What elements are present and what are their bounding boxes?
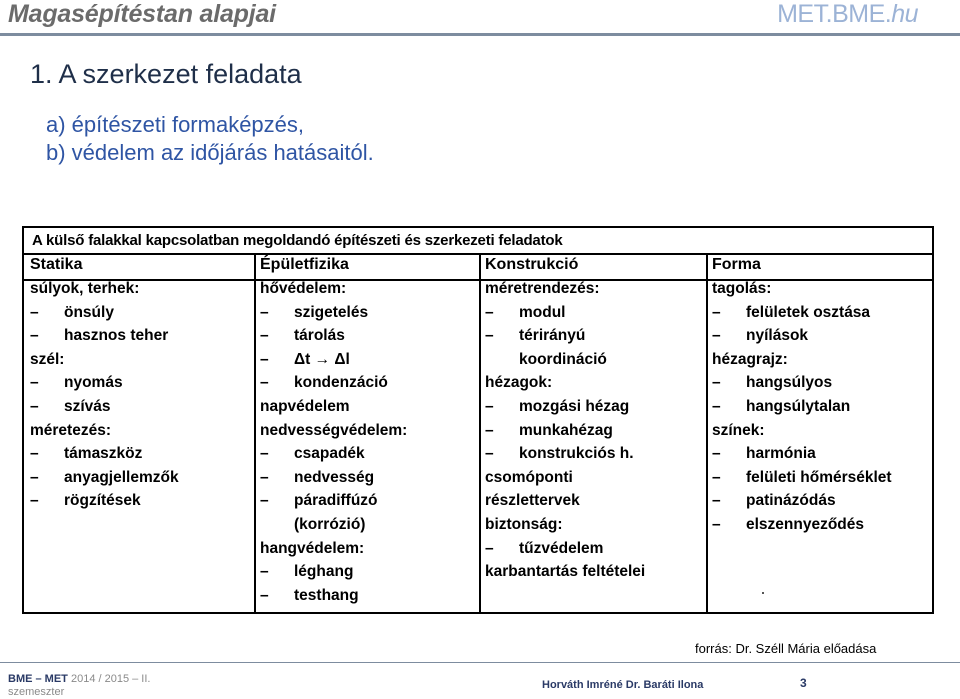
list-item — [256, 537, 478, 561]
list-item — [708, 513, 930, 537]
item-text: hasznos teher — [64, 327, 169, 345]
item-text: szívás — [64, 397, 111, 415]
dash-bullet: – — [712, 468, 721, 486]
list-item — [481, 489, 705, 513]
dash-bullet: – — [485, 327, 494, 345]
column-epuletfizika — [256, 253, 478, 607]
list-item — [26, 324, 252, 348]
item-text: szél: — [30, 350, 65, 368]
course-term: 2014 / 2015 – II. — [70, 673, 151, 685]
item-text: szigetelés — [294, 303, 369, 321]
scan-speck — [762, 592, 764, 594]
dash-bullet: – — [712, 492, 721, 510]
item-text: léghang — [294, 563, 354, 581]
item-text: tűzvédelem — [519, 539, 604, 557]
list-item — [708, 466, 930, 490]
logo-met: MET. — [777, 0, 833, 28]
dash-bullet: – — [30, 303, 39, 321]
course-info — [8, 673, 150, 699]
item-text: hangsúlytalan — [746, 397, 851, 415]
dash-bullet: – — [485, 303, 494, 321]
dash-bullet: – — [30, 492, 39, 510]
list-item — [256, 371, 478, 395]
dash-bullet: – — [260, 445, 269, 463]
list-item — [256, 560, 478, 584]
dash-bullet: – — [260, 563, 269, 581]
item-text: karbantartás feltételei — [485, 563, 646, 581]
item-text: hézagrajz: — [712, 350, 788, 368]
dash-bullet: – — [712, 374, 721, 392]
list-item — [26, 466, 252, 490]
list-item — [256, 348, 478, 372]
list-item — [256, 277, 478, 301]
logo-bme: BME. — [832, 0, 892, 28]
item-text: biztonság: — [485, 515, 563, 533]
logo-hu: hu — [891, 0, 918, 28]
column-head-statika: Statika — [30, 256, 83, 273]
author-name: Horváth Imréné Dr. Baráti Ilona — [542, 679, 704, 691]
item-text: hangvédelem: — [260, 539, 365, 557]
item-text: hangsúlyos — [746, 374, 833, 392]
footer-divider — [0, 662, 960, 663]
list-item — [481, 301, 705, 325]
list-item — [481, 348, 705, 372]
source-credit: forrás: Dr. Széll Mária előadása — [695, 641, 877, 656]
item-text: testhang — [294, 586, 359, 604]
list-item — [708, 371, 930, 395]
dash-bullet: – — [260, 586, 269, 604]
item-text: kondenzáció — [294, 374, 388, 392]
item-text: színek: — [712, 421, 765, 439]
list-item — [256, 466, 478, 490]
item-text: felületi hőmérséklet — [746, 468, 892, 486]
dash-bullet: – — [712, 445, 721, 463]
dash-bullet: – — [712, 397, 721, 415]
item-text: részlettervek — [485, 492, 580, 510]
list-item — [481, 560, 705, 584]
list-item — [481, 513, 705, 537]
list-item — [708, 301, 930, 325]
dash-bullet: – — [485, 445, 494, 463]
item-text: súlyok, terhek: — [30, 280, 140, 297]
dash-bullet: – — [260, 374, 269, 392]
list-item — [256, 301, 478, 325]
met-bme-logo[interactable] — [777, 0, 918, 29]
dash-bullet: – — [30, 445, 39, 463]
dash-bullet: – — [485, 397, 494, 415]
item-text: páradiffúzó — [294, 492, 378, 510]
list-item — [26, 489, 252, 513]
item-text: tagolás: — [712, 280, 772, 297]
subpoint-a: a) építészeti formaképzés, — [46, 112, 305, 137]
list-item — [26, 395, 252, 419]
item-text: modul — [519, 303, 566, 321]
item-text: támaszköz — [64, 445, 143, 463]
list-item — [26, 301, 252, 325]
item-text: elszennyeződés — [746, 515, 865, 533]
item-text: koordináció — [519, 350, 607, 368]
item-text: munkahézag — [519, 421, 613, 439]
scanned-table — [22, 226, 934, 614]
column-head-konstrukcio: Konstrukció — [485, 256, 579, 273]
item-text: nedvesség — [294, 468, 375, 486]
list-item — [256, 513, 478, 537]
course-name: BME – MET — [8, 673, 68, 685]
dash-bullet: – — [485, 539, 494, 557]
item-text: patinázódás — [746, 492, 836, 510]
list-item — [708, 277, 930, 301]
dash-bullet: – — [260, 350, 269, 368]
list-item — [481, 442, 705, 466]
item-text: méretezés: — [30, 421, 111, 439]
column-forma — [708, 253, 930, 537]
item-text: térirányú — [519, 327, 586, 345]
list-item — [481, 324, 705, 348]
item-text: felületek osztása — [746, 303, 871, 321]
dash-bullet: – — [260, 468, 269, 486]
list-item — [481, 466, 705, 490]
item-text: konstrukciós h. — [519, 445, 634, 463]
item-text: méretrendezés: — [485, 280, 600, 297]
item-text: hővédelem: — [260, 280, 347, 297]
dash-bullet: – — [260, 492, 269, 510]
section-heading: 1. A szerkezet feladata — [30, 59, 302, 89]
dash-bullet: – — [485, 421, 494, 439]
dash-bullet: – — [30, 397, 39, 415]
dash-bullet: – — [712, 515, 721, 533]
page-number: 3 — [800, 676, 807, 690]
item-text: hézagok: — [485, 374, 553, 392]
item-text: harmónia — [746, 445, 816, 463]
list-item — [26, 348, 252, 372]
item-text: nedvességvédelem: — [260, 421, 408, 439]
list-item — [481, 537, 705, 561]
list-item — [256, 395, 478, 419]
list-item — [481, 371, 705, 395]
item-text: mozgási hézag — [519, 397, 630, 415]
dash-bullet: – — [712, 303, 721, 321]
column-head-epuletfizika: Épületfizika — [260, 256, 349, 273]
list-item — [256, 584, 478, 608]
list-item — [256, 324, 478, 348]
list-item — [708, 395, 930, 419]
item-text: önsúly — [64, 303, 114, 321]
dash-bullet: – — [30, 374, 39, 392]
list-item — [26, 371, 252, 395]
item-text: Δt → Δl — [294, 350, 350, 368]
item-text: csomóponti — [485, 468, 573, 486]
list-item — [256, 489, 478, 513]
list-item — [481, 419, 705, 443]
column-head-forma: Forma — [712, 256, 761, 273]
list-item — [26, 442, 252, 466]
course-term-line2: szemeszter — [8, 686, 65, 698]
list-item — [256, 442, 478, 466]
item-text: (korrózió) — [294, 515, 366, 533]
list-item — [708, 442, 930, 466]
list-item — [481, 395, 705, 419]
item-text: nyomás — [64, 374, 123, 392]
dash-bullet: – — [260, 303, 269, 321]
column-konstrukcio — [481, 253, 705, 584]
item-text: csapadék — [294, 445, 365, 463]
dash-bullet: – — [30, 327, 39, 345]
item-text: nyílások — [746, 327, 809, 345]
dash-bullet: – — [712, 327, 721, 345]
list-item — [708, 419, 930, 443]
header-divider — [0, 33, 960, 36]
list-item — [256, 419, 478, 443]
item-text: rögzítések — [64, 492, 141, 510]
subpoint-b: b) védelem az időjárás hatásaitól. — [46, 140, 374, 165]
item-text: anyagjellemzők — [64, 468, 179, 486]
list-item — [708, 489, 930, 513]
list-item — [708, 324, 930, 348]
item-text: napvédelem — [260, 397, 350, 415]
table-title: A külső falakkal kapcsolatban megoldandó építészeti és szerkezeti feladatok — [32, 232, 563, 249]
dash-bullet: – — [260, 327, 269, 345]
list-item — [708, 348, 930, 372]
item-text: tárolás — [294, 327, 345, 345]
header-title: Magasépítéstan alapjai — [8, 0, 276, 28]
column-statika — [26, 253, 252, 513]
dash-bullet: – — [30, 468, 39, 486]
list-item — [26, 277, 252, 301]
list-item — [26, 419, 252, 443]
list-item — [481, 277, 705, 301]
